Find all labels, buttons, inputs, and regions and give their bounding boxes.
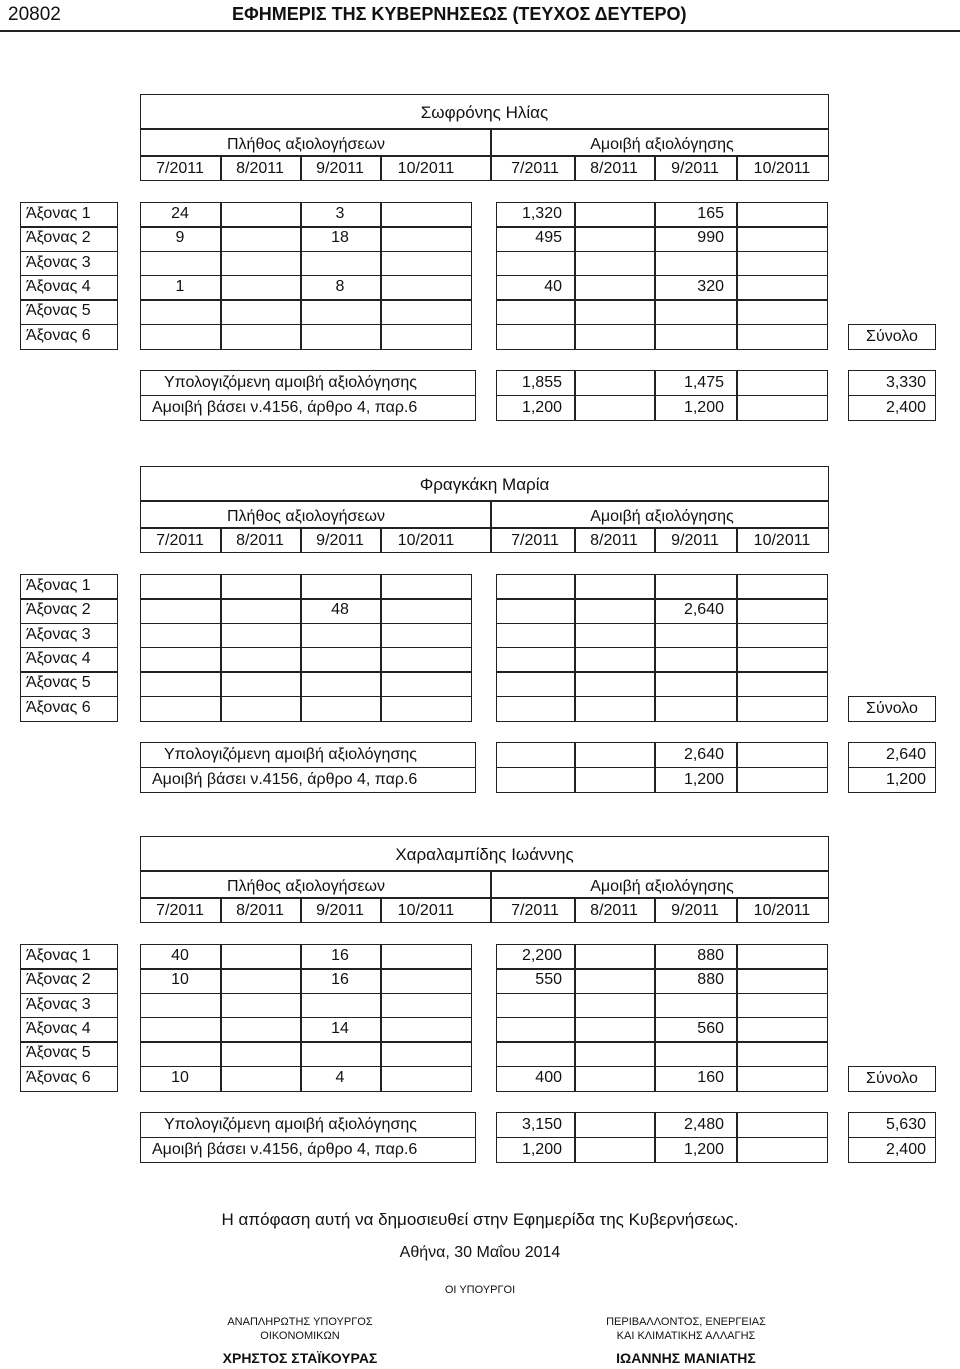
month-col-divider <box>574 897 576 923</box>
legal-fee-value: 1,200 <box>683 770 724 788</box>
publication-statement: Η απόφαση αυτή να δημοσιευθεί στην Εφημερίδα της Κυβερνήσεως. <box>221 1210 739 1229</box>
header-divider <box>140 128 829 130</box>
row-divider <box>140 993 472 995</box>
row-divider <box>140 671 472 673</box>
month-header: 9/2011 <box>671 902 719 919</box>
row-divider <box>496 968 828 970</box>
group-separator <box>490 870 492 923</box>
legal-fee-value: 1,200 <box>521 398 562 416</box>
fee-cell: 165 <box>697 205 724 222</box>
count-group-header: Πλήθος αξιολογήσεων <box>226 878 386 895</box>
row-divider <box>20 1041 118 1043</box>
axis-label: Άξονας 3 <box>26 995 91 1013</box>
fee-cell: 1,320 <box>521 205 562 222</box>
row-divider <box>140 251 472 253</box>
grid-col-divider <box>736 944 738 1092</box>
row-divider <box>140 299 472 301</box>
month-header: 8/2011 <box>236 902 284 919</box>
row-divider <box>496 993 828 995</box>
month-header: 7/2011 <box>156 532 204 549</box>
axis-label: Άξονας 2 <box>26 971 91 989</box>
count-cell: 16 <box>331 947 349 964</box>
person-name: Χαραλαμπίδης Ιωάννης <box>395 845 574 864</box>
month-header: 7/2011 <box>156 160 204 177</box>
summary-col-divider <box>574 742 576 793</box>
month-col-divider <box>736 527 738 553</box>
row-divider <box>496 671 828 673</box>
gazette-title: ΕΦΗΜΕΡΙΣ ΤΗΣ ΚΥΒΕΡΝΗΣΕΩΣ (ΤΕΥΧΟΣ ΔΕΥΤΕΡΟ) <box>232 4 687 24</box>
month-row-divider <box>140 897 829 899</box>
fee-cell: 320 <box>697 277 724 295</box>
summary-col-divider <box>574 1112 576 1163</box>
grid-col-divider <box>300 574 302 722</box>
row-divider <box>20 1066 118 1068</box>
axis-label: Άξονας 4 <box>26 277 91 295</box>
row-divider <box>140 226 472 228</box>
axis-label: Άξονας 4 <box>26 649 91 667</box>
row-divider <box>496 324 828 326</box>
computed-fee-value: 3,150 <box>521 1116 562 1133</box>
ministers-heading: ΟΙ ΥΠΟΥΡΓΟΙ <box>444 1284 516 1296</box>
month-header: 7/2011 <box>511 160 559 177</box>
row-divider <box>20 299 118 301</box>
axis-label: Άξονας 4 <box>26 1019 91 1037</box>
month-col-divider <box>654 527 656 553</box>
count-cell: 4 <box>335 1068 345 1086</box>
total-header: Σύνολο <box>866 1069 918 1087</box>
month-col-divider <box>574 527 576 553</box>
fee-group-header: Αμοιβή αξιολόγησης <box>590 136 734 153</box>
count-cell: 16 <box>331 971 349 989</box>
month-col-divider <box>300 527 302 553</box>
grid-col-divider <box>380 574 382 722</box>
month-header: 9/2011 <box>316 902 364 919</box>
month-col-divider <box>220 897 222 923</box>
summary-divider <box>140 767 476 769</box>
row-divider <box>20 251 118 253</box>
month-header: 8/2011 <box>590 532 638 549</box>
legal-fee-total: 2,400 <box>885 398 926 416</box>
month-header: 9/2011 <box>671 160 719 177</box>
fee-cell: 990 <box>697 229 724 247</box>
header-divider <box>140 870 829 872</box>
summary-divider <box>496 767 828 769</box>
axis-label: Άξονας 5 <box>26 674 91 692</box>
grid-col-divider <box>654 574 656 722</box>
fee-cell: 160 <box>697 1068 724 1086</box>
month-col-divider <box>380 155 382 181</box>
month-header: 8/2011 <box>590 902 638 919</box>
row-divider <box>496 275 828 277</box>
computed-fee-total: 5,630 <box>885 1116 926 1133</box>
right-minister-role-2: ΚΑΙ ΚΛΙΜΑΤΙΚΗΣ ΑΛΛΑΓΗΣ <box>616 1330 756 1342</box>
month-col-divider <box>220 527 222 553</box>
count-cell: 3 <box>335 205 345 222</box>
month-header: 10/2011 <box>753 160 811 177</box>
right-minister-name: ΙΩΑΝΝΗΣ ΜΑΝΙΑΤΗΣ <box>616 1350 756 1366</box>
month-header: 10/2011 <box>753 902 811 919</box>
computed-fee-value: 1,475 <box>683 374 724 391</box>
legal-fee-label: Αμοιβή βάσει ν.4156, άρθρο 4, παρ.6 <box>152 398 418 416</box>
axis-label: Άξονας 2 <box>26 229 91 247</box>
summary-col-divider <box>736 742 738 793</box>
place-date: Αθήνα, 30 Μαΐου 2014 <box>399 1244 561 1261</box>
computed-fee-label: Υπολογιζόμενη αμοιβή αξιολόγησης <box>164 1116 417 1133</box>
row-divider <box>496 1041 828 1043</box>
computed-fee-value: 2,640 <box>683 746 724 763</box>
row-divider <box>140 1066 472 1068</box>
month-col-divider <box>574 155 576 181</box>
computed-fee-total: 3,330 <box>885 374 926 391</box>
row-divider <box>20 623 118 625</box>
axis-label: Άξονας 6 <box>26 698 91 716</box>
page-number: 20802 <box>8 4 61 25</box>
axis-label: Άξονας 6 <box>26 326 91 344</box>
fee-cell: 2,640 <box>683 601 724 619</box>
row-divider <box>496 1066 828 1068</box>
month-row-divider <box>140 527 829 529</box>
total-header: Σύνολο <box>866 699 918 717</box>
legal-fee-label: Αμοιβή βάσει ν.4156, άρθρο 4, παρ.6 <box>152 770 418 788</box>
computed-fee-value: 2,480 <box>683 1116 724 1133</box>
count-cell: 18 <box>331 229 349 247</box>
fee-cell: 560 <box>697 1019 724 1037</box>
summary-divider <box>848 767 936 769</box>
month-col-divider <box>300 155 302 181</box>
count-cell: 10 <box>171 1068 189 1086</box>
grid-col-divider <box>220 944 222 1092</box>
month-header: 10/2011 <box>397 902 455 919</box>
row-divider <box>20 993 118 995</box>
count-group-header: Πλήθος αξιολογήσεων <box>226 136 386 153</box>
axis-label: Άξονας 2 <box>26 601 91 619</box>
month-header: 7/2011 <box>511 902 559 919</box>
summary-divider <box>140 395 476 397</box>
month-col-divider <box>380 527 382 553</box>
legal-fee-label: Αμοιβή βάσει ν.4156, άρθρο 4, παρ.6 <box>152 1140 418 1158</box>
month-row-divider <box>140 155 829 157</box>
grid-col-divider <box>736 574 738 722</box>
summary-divider <box>496 1137 828 1139</box>
row-divider <box>496 647 828 649</box>
month-header: 7/2011 <box>156 902 204 919</box>
person-name: Φραγκάκη Μαρία <box>419 475 550 494</box>
month-col-divider <box>300 897 302 923</box>
header-divider <box>140 500 829 502</box>
row-divider <box>496 251 828 253</box>
row-divider <box>20 696 118 698</box>
row-divider <box>496 598 828 600</box>
axis-label: Άξονας 6 <box>26 1068 91 1086</box>
computed-fee-label: Υπολογιζόμενη αμοιβή αξιολόγησης <box>164 746 417 763</box>
row-divider <box>496 226 828 228</box>
count-cell: 8 <box>335 277 345 295</box>
axis-label: Άξονας 1 <box>26 205 91 222</box>
row-divider <box>20 671 118 673</box>
count-cell: 1 <box>175 277 185 295</box>
grid-col-divider <box>300 202 302 350</box>
right-minister-role-1: ΠΕΡΙΒΑΛΛΟΝΤΟΣ, ΕΝΕΡΓΕΙΑΣ <box>606 1316 766 1328</box>
legal-fee-total: 1,200 <box>885 770 926 788</box>
month-col-divider <box>654 897 656 923</box>
month-header: 8/2011 <box>236 160 284 177</box>
axis-label: Άξονας 5 <box>26 302 91 320</box>
month-header: 9/2011 <box>316 160 364 177</box>
row-divider <box>140 598 472 600</box>
summary-divider <box>848 395 936 397</box>
month-header: 9/2011 <box>316 532 364 549</box>
fee-group-header: Αμοιβή αξιολόγησης <box>590 878 734 895</box>
count-cell: 14 <box>331 1019 349 1037</box>
grid-col-divider <box>380 202 382 350</box>
axis-label: Άξονας 3 <box>26 625 91 643</box>
fee-cell: 495 <box>535 229 562 247</box>
legal-fee-total: 2,400 <box>885 1140 926 1158</box>
month-header: 10/2011 <box>397 532 455 549</box>
row-divider <box>140 968 472 970</box>
grid-col-divider <box>736 202 738 350</box>
month-col-divider <box>654 155 656 181</box>
row-divider <box>20 226 118 228</box>
legal-fee-value: 1,200 <box>683 1140 724 1158</box>
group-separator <box>490 128 492 181</box>
row-divider <box>20 598 118 600</box>
row-divider <box>20 647 118 649</box>
row-divider <box>140 324 472 326</box>
fee-cell: 400 <box>535 1068 562 1086</box>
month-header: 10/2011 <box>397 160 455 177</box>
row-divider <box>140 1017 472 1019</box>
summary-divider <box>496 395 828 397</box>
axis-label: Άξονας 3 <box>26 253 91 271</box>
grid-col-divider <box>220 574 222 722</box>
row-divider <box>20 968 118 970</box>
summary-divider <box>848 1137 936 1139</box>
month-header: 10/2011 <box>753 532 811 549</box>
month-col-divider <box>736 897 738 923</box>
row-divider <box>496 1017 828 1019</box>
left-minister-role-1: ΑΝΑΠΛΗΡΩΤΗΣ ΥΠΟΥΡΓΟΣ <box>227 1316 373 1328</box>
fee-group-header: Αμοιβή αξιολόγησης <box>590 508 734 525</box>
total-header: Σύνολο <box>866 327 918 345</box>
grid-col-divider <box>574 944 576 1092</box>
header-rule <box>0 30 960 32</box>
month-header: 8/2011 <box>590 160 638 177</box>
fee-cell: 2,200 <box>521 947 562 964</box>
left-minister-role-2: ΟΙΚΟΝΟΜΙΚΩΝ <box>260 1330 340 1342</box>
month-header: 7/2011 <box>511 532 559 549</box>
computed-fee-value: 1,855 <box>521 374 562 391</box>
legal-fee-value: 1,200 <box>683 398 724 416</box>
row-divider <box>496 623 828 625</box>
axis-label: Άξονας 1 <box>26 577 91 594</box>
fee-cell: 40 <box>544 277 562 295</box>
month-col-divider <box>220 155 222 181</box>
row-divider <box>140 696 472 698</box>
count-cell: 24 <box>171 205 189 222</box>
fee-cell: 880 <box>697 947 724 964</box>
count-cell: 48 <box>331 601 349 619</box>
grid-col-divider <box>380 944 382 1092</box>
row-divider <box>496 696 828 698</box>
fee-cell: 550 <box>535 971 562 989</box>
row-divider <box>140 647 472 649</box>
count-group-header: Πλήθος αξιολογήσεων <box>226 508 386 525</box>
person-name: Σωφρόνης Ηλίας <box>420 103 549 122</box>
month-col-divider <box>380 897 382 923</box>
grid-col-divider <box>574 574 576 722</box>
grid-col-divider <box>574 202 576 350</box>
group-separator <box>490 500 492 553</box>
row-divider <box>140 275 472 277</box>
grid-col-divider <box>220 202 222 350</box>
computed-fee-total: 2,640 <box>885 746 926 763</box>
fee-cell: 880 <box>697 971 724 989</box>
month-header: 9/2011 <box>671 532 719 549</box>
computed-fee-label: Υπολογιζόμενη αμοιβή αξιολόγησης <box>164 374 417 391</box>
row-divider <box>20 324 118 326</box>
summary-col-divider <box>736 370 738 421</box>
grid-col-divider <box>300 944 302 1092</box>
row-divider <box>140 623 472 625</box>
summary-divider <box>140 1137 476 1139</box>
row-divider <box>140 1041 472 1043</box>
summary-col-divider <box>736 1112 738 1163</box>
legal-fee-value: 1,200 <box>521 1140 562 1158</box>
grid-col-divider <box>654 944 656 1092</box>
summary-col-divider <box>574 370 576 421</box>
month-col-divider <box>736 155 738 181</box>
axis-label: Άξονας 5 <box>26 1044 91 1062</box>
axis-label: Άξονας 1 <box>26 947 91 964</box>
month-header: 8/2011 <box>236 532 284 549</box>
row-divider <box>20 1017 118 1019</box>
grid-col-divider <box>654 202 656 350</box>
left-minister-name: ΧΡΗΣΤΟΣ ΣΤΑΪΚΟΥΡΑΣ <box>222 1350 378 1366</box>
row-divider <box>20 275 118 277</box>
row-divider <box>496 299 828 301</box>
count-cell: 9 <box>175 229 185 247</box>
count-cell: 10 <box>171 971 189 989</box>
count-cell: 40 <box>171 947 189 964</box>
